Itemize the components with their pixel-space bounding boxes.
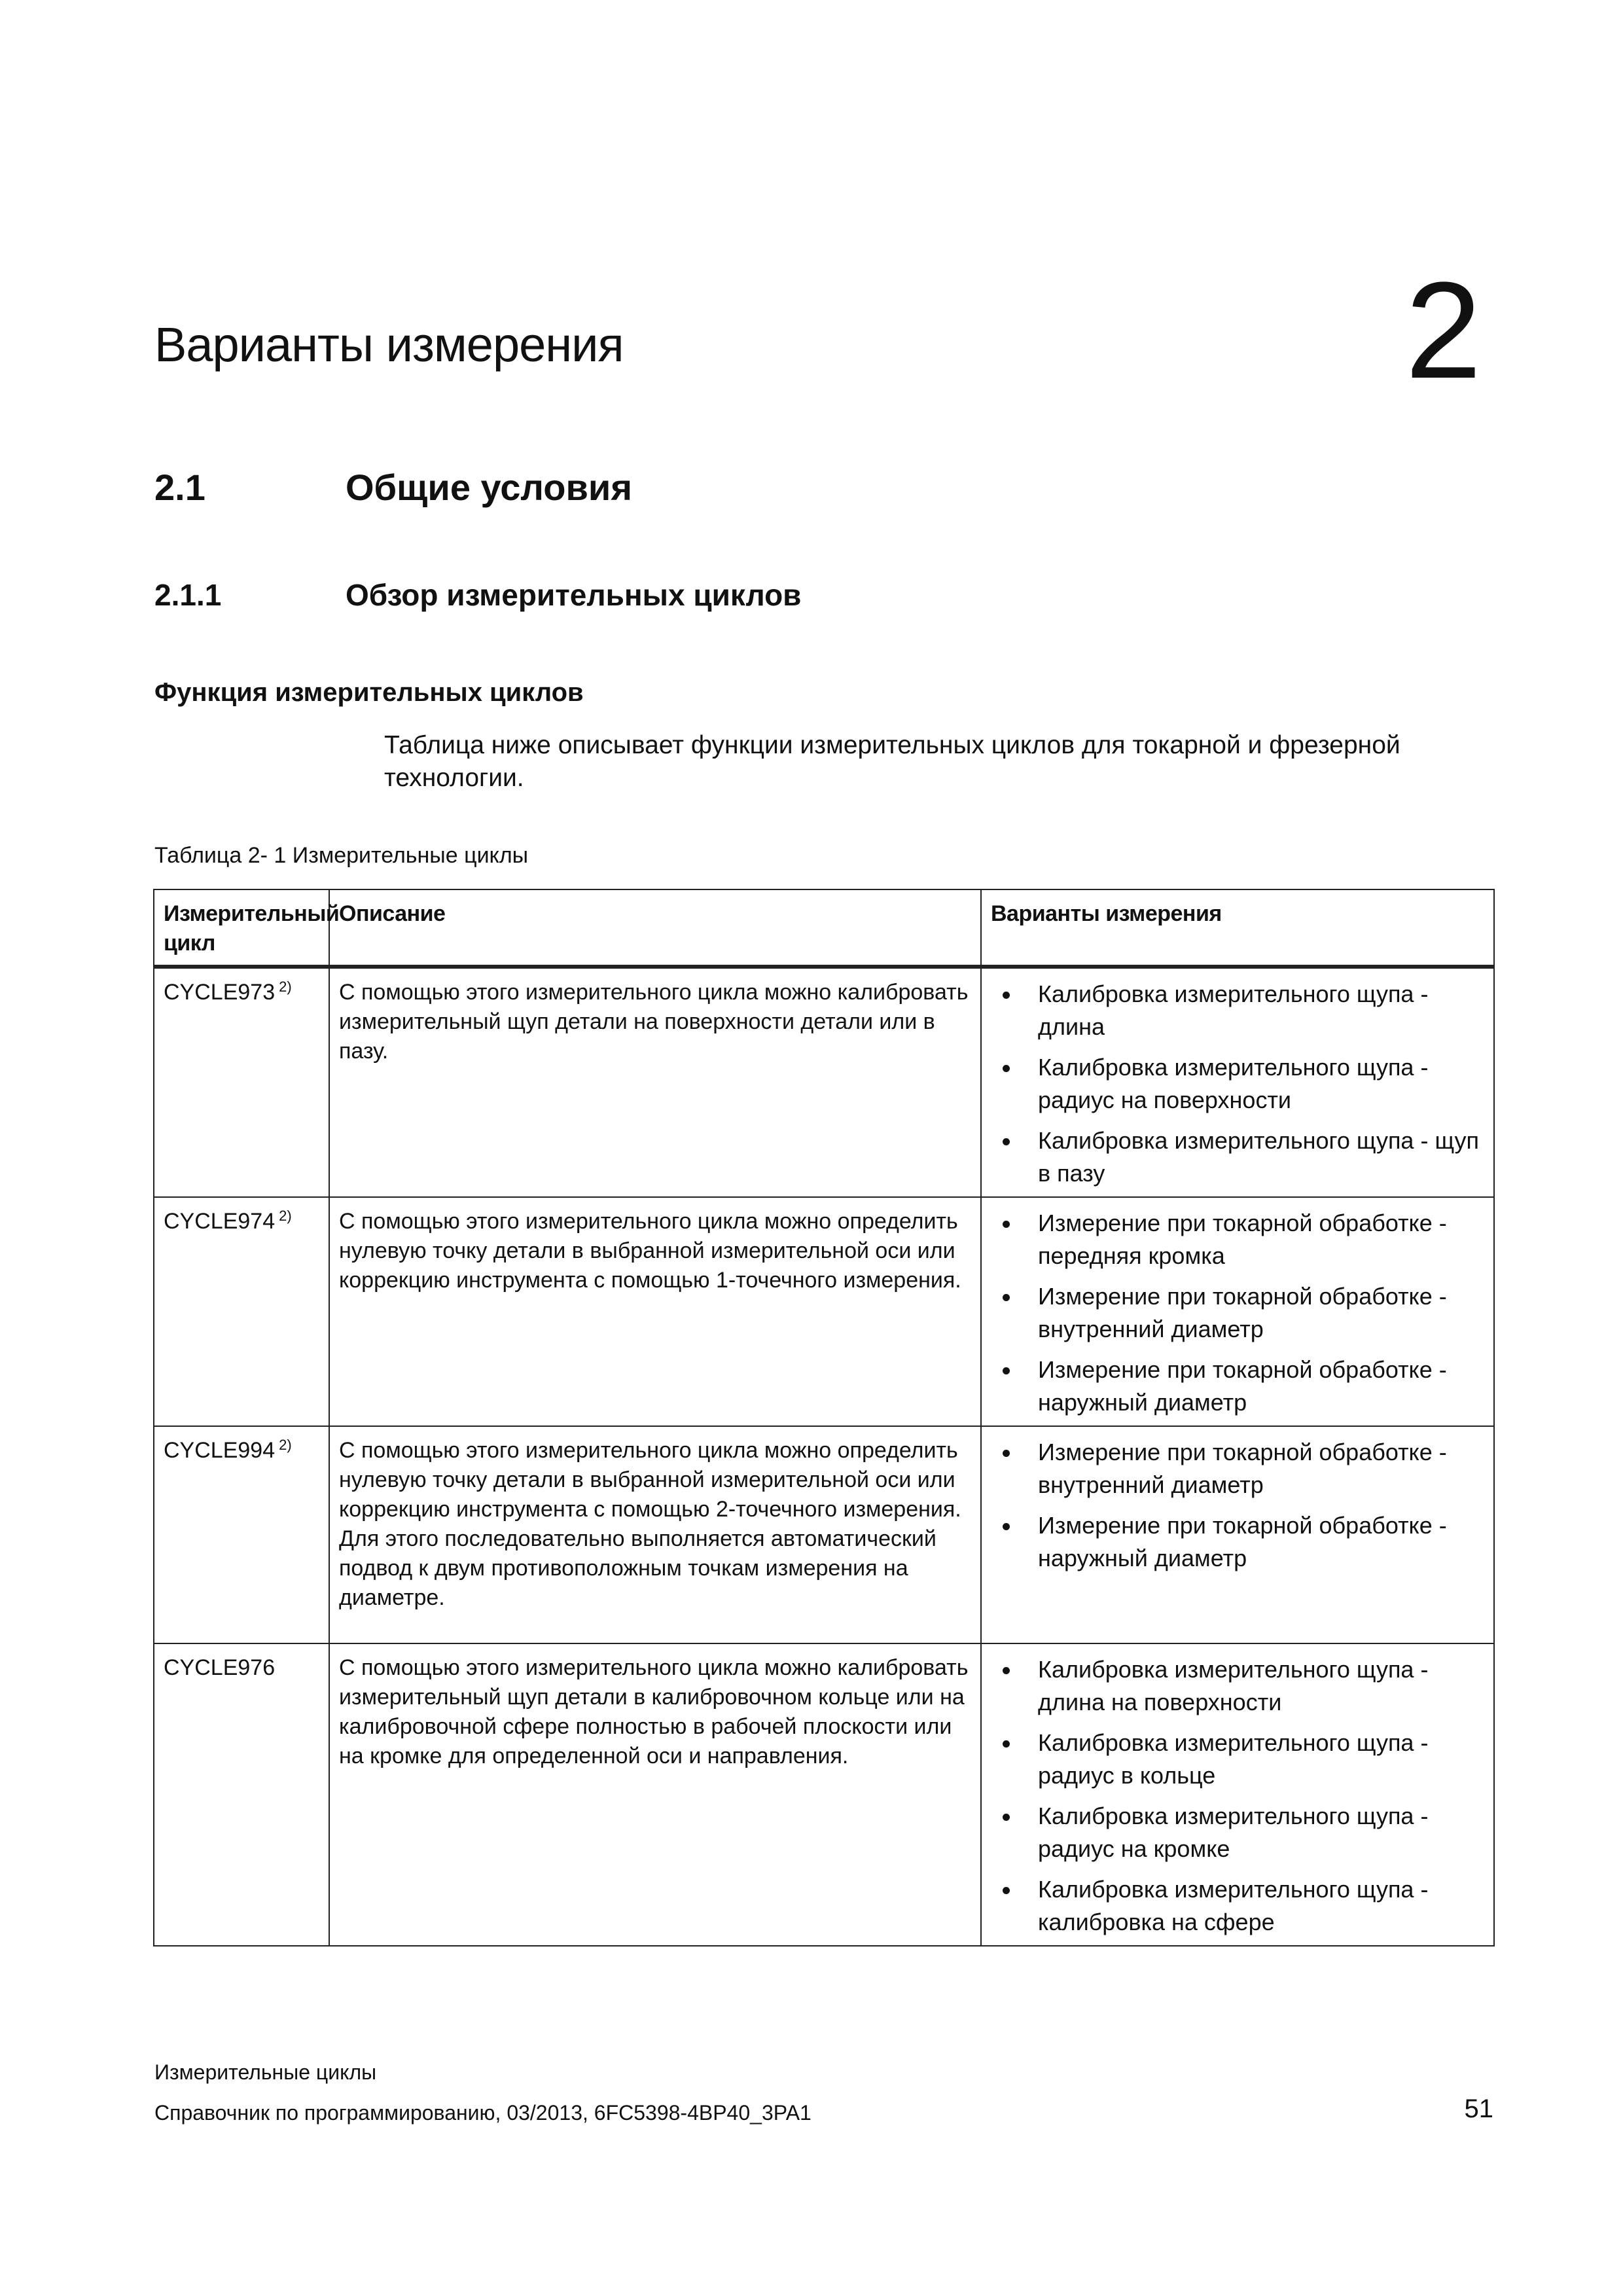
description-cell: С помощью этого измерительного цикла можно определить нулевую точку детали в выбранной измерительной оси или коррекцию инструмента с помощью 2-точечного измерения. Для этого последовательно выполняется автоматический подвод к двум противоположным точкам измерения на диаметре. [329,1426,981,1643]
cycle-name: CYCLE976 [164,1655,276,1680]
header-cycle: Измерительный цикл [154,889,329,967]
list-item: Измерение при токарной обработке - наружный диаметр [991,1509,1484,1575]
section-number: 2.1 [154,467,205,508]
table-header-row [154,889,1494,967]
list-item: Калибровка измерительного щупа - радиус на кромке [991,1800,1484,1865]
chapter-number: 2 [1405,253,1482,407]
cycle-name: CYCLE994 [164,1438,276,1463]
footer-document-title: Измерительные циклы [154,2060,377,2084]
description-cell: С помощью этого измерительного цикла можно калибровать измерительный щуп детали на поверхности детали или в пазу. [329,967,981,1197]
table-row [154,967,1494,1197]
list-item: Калибровка измерительного щупа - длина на поверхности [991,1653,1484,1719]
description-cell: С помощью этого измерительного цикла можно калибровать измерительный щуп детали в калибровочном кольце или на калибровочной сфере полностью в рабочей плоскости или на кромке для определенной оси и направления. [329,1643,981,1946]
cycle-name: CYCLE974 [164,1209,276,1234]
list-item: Измерение при токарной обработке - внутренний диаметр [991,1436,1484,1501]
footnote-ref: 2) [279,1437,292,1453]
intro-paragraph: Таблица ниже описывает функции измерительных циклов для токарной и фрезерной технологии. [384,731,1400,792]
cycle-cell [154,1426,329,1643]
table-row [154,1643,1494,1946]
header-description: Описание [329,889,981,967]
cycle-cell [154,967,329,1197]
list-item: Калибровка измерительного щупа - длина [991,978,1484,1043]
block-heading: Функция измерительных циклов [154,678,584,707]
measuring-cycles-table [153,889,1495,1946]
variants-cell [981,1426,1494,1643]
subsection-number: 2.1.1 [154,578,222,612]
table-caption: Таблица 2- 1 Измерительные циклы [154,843,529,868]
footnote-ref: 2) [279,978,292,995]
cycle-cell [154,1643,329,1946]
variants-cell [981,967,1494,1197]
list-item: Измерение при токарной обработке - внутренний диаметр [991,1280,1484,1346]
header-variants: Варианты измерения [981,889,1494,967]
list-item: Измерение при токарной обработке - передняя кромка [991,1207,1484,1272]
footnote-ref: 2) [279,1208,292,1224]
list-item: Калибровка измерительного щупа - радиус в кольце [991,1727,1484,1792]
cycle-name: CYCLE973 [164,980,276,1005]
list-item: Измерение при токарной обработке - наружный диаметр [991,1354,1484,1419]
variants-cell [981,1197,1494,1426]
table-row [154,1197,1494,1426]
list-item: Калибровка измерительного щупа - щуп в пазу [991,1124,1484,1190]
list-item: Калибровка измерительного щупа - радиус на поверхности [991,1051,1484,1117]
variants-cell [981,1643,1494,1946]
table-row [154,1426,1494,1643]
footer-document-info: Справочник по программированию, 03/2013, 6FC5398-4BP40_3PA1 [154,2101,812,2125]
cycle-cell [154,1197,329,1426]
subsection-title: Обзор измерительных циклов [346,578,802,612]
page-number: 51 [1464,2094,1493,2123]
description-cell: С помощью этого измерительного цикла можно определить нулевую точку детали в выбранной измерительной оси или коррекцию инструмента с помощью 1-точечного измерения. [329,1197,981,1426]
list-item: Калибровка измерительного щупа - калибровка на сфере [991,1873,1484,1939]
chapter-title: Варианты измерения [154,317,624,372]
section-title: Общие условия [346,467,632,508]
